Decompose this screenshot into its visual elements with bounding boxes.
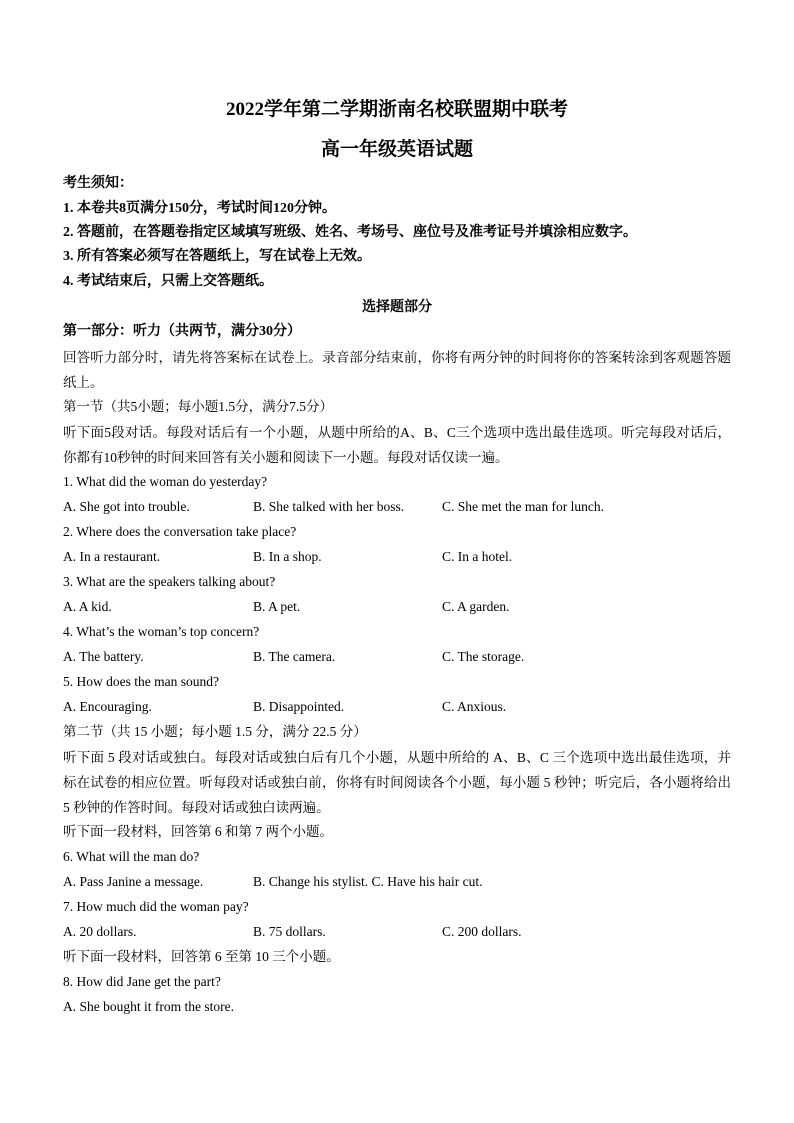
question-1-options (63, 495, 733, 519)
option-b: B. In a shop. (253, 549, 322, 564)
option-c: C. A garden. (442, 599, 510, 614)
question-8: 8. How did Jane get the part? (63, 974, 221, 989)
question-5: 5. How does the man sound? (63, 674, 219, 689)
exam-title: 2022学年第二学期浙南名校联盟期中联考 (225, 99, 568, 120)
section2-instruction: 听下面 5 段对话或独白。每段对话或独白后有几个小题，从题中所给的 A、B、C 三个选项中选出最佳选项，并标在试卷的相应位置。听每段对话或独白前，你将有时间阅读各个小题，每小题 5 秒钟；听完后，各小题将给出 5 秒钟的作答时间。每段对话或独白读两遍。 (63, 750, 731, 815)
notice-item: 4. 考试结束后，只需上交答题纸。 (63, 274, 273, 289)
option-b: B. Disappointed. (253, 699, 345, 714)
section1-instruction: 听下面5段对话。每段对话后有一个小题，从题中所给的A、B、C三个选项中选出最佳选项。听完每段对话后，你都有10秒钟的时间来回答有关小题和阅读下一小题。每段对话仅读一遍。 (63, 425, 731, 465)
option-a: A. The battery. (63, 649, 144, 664)
question-2: 2. Where does the conversation take place? (63, 524, 297, 539)
question-5-options (63, 695, 733, 719)
part1-intro: 回答听力部分时，请先将答案标在试卷上。录音部分结束前，你将有两分钟的时间将你的答案转涂到客观题答题纸上。 (63, 350, 731, 390)
option-bc: B. Change his stylist. C. Have his hair cut. (253, 874, 483, 889)
option-a: A. Pass Janine a message. (63, 874, 204, 889)
option-a: A. Encouraging. (63, 699, 152, 714)
option-a: A. A kid. (63, 599, 112, 614)
notice-item: 2. 答题前，在答题卷指定区域填写班级、姓名、考场号、座位号及准考证号并填涂相应数字。 (63, 225, 637, 240)
option-b: B. She talked with her boss. (253, 499, 405, 514)
question-7-options (63, 920, 733, 944)
option-b: B. A pet. (253, 599, 301, 614)
option-c: C. The storage. (442, 649, 525, 664)
option-a: A. In a restaurant. (63, 549, 161, 564)
question-6-options (63, 870, 733, 894)
notice-item: 3. 所有答案必须写在答题纸上，写在试卷上无效。 (63, 249, 371, 264)
question-3-options (63, 595, 733, 619)
question-4: 4. What’s the woman’s top concern? (63, 624, 260, 639)
option-c: C. She met the man for lunch. (442, 499, 604, 514)
section2-heading: 第二节（共 15 小题；每小题 1.5 分，满分 22.5 分） (63, 724, 367, 739)
notice-heading: 考生须知： (63, 176, 133, 191)
part1-heading: 第一部分：听力（共两节，满分30分） (63, 324, 301, 339)
option-b: B. 75 dollars. (253, 924, 326, 939)
option-c: C. In a hotel. (442, 549, 513, 564)
option-a: A. She got into trouble. (63, 499, 190, 514)
notice-item: 1. 本卷共8页满分150分，考试时间120分钟。 (63, 201, 336, 216)
section1-heading: 第一节（共5小题；每小题1.5分，满分7.5分） (63, 399, 333, 414)
option-b: B. The camera. (253, 649, 336, 664)
question-4-options (63, 645, 733, 669)
exam-subtitle: 高一年级英语试题 (320, 139, 473, 160)
question-8-options (63, 995, 733, 1019)
section-title: 选择题部分 (362, 300, 432, 315)
question-6: 6. What will the man do? (63, 849, 200, 864)
question-7: 7. How much did the woman pay? (63, 899, 249, 914)
question-3: 3. What are the speakers talking about? (63, 574, 276, 589)
material-instruction: 听下面一段材料，回答第 6 和第 7 两个小题。 (63, 824, 333, 839)
question-1: 1. What did the woman do yesterday? (63, 474, 268, 489)
option-a: A. 20 dollars. (63, 924, 137, 939)
material-instruction: 听下面一段材料，回答第 6 至第 10 三个小题。 (63, 949, 340, 964)
option-c: C. 200 dollars. (442, 924, 522, 939)
option-a: A. She bought it from the store. (63, 999, 234, 1014)
question-2-options (63, 545, 733, 569)
option-c: C. Anxious. (442, 699, 507, 714)
